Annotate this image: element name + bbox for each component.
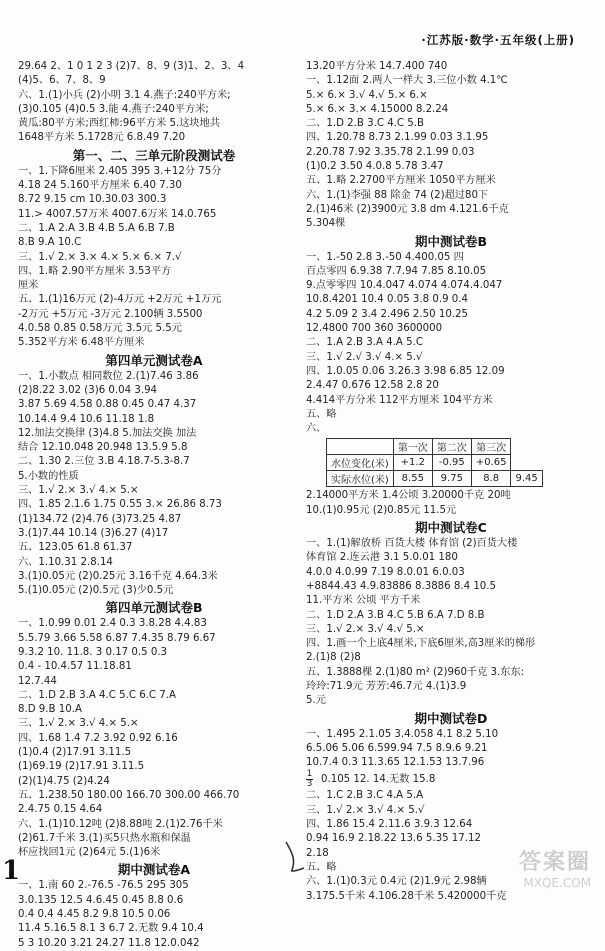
page-number: 1 xyxy=(2,856,21,886)
answer-line: 5.352平方米 6.48平方厘米 xyxy=(18,337,145,349)
answer-line: 四、1.68 1.4 7.2 3.92 0.92 6.16 xyxy=(18,732,178,744)
answer-line: 6.5.06 5.06 6.599.94 7.5 8.9.6 9.21 xyxy=(306,742,488,754)
intro-line: 五、1.略 2.2700平方厘米 1050平方厘米 xyxy=(306,175,496,187)
answer-line: 二、1.C 2.B 3.C 4.A 5.A xyxy=(306,790,424,802)
table-cell: 实际水位(米) xyxy=(327,471,394,487)
answer-line: 三、1.√ 2.× 3.√ 4.√ 5.× xyxy=(306,623,425,635)
answer-line: 一、1.小数点 相同数位 2.(1)7.46 3.86 xyxy=(18,370,199,382)
table-cell: -0.95 xyxy=(432,455,471,471)
watermark-url: MXQE.COM xyxy=(523,876,591,890)
answer-line: 五、1.238.50 180.00 166.70 300.00 466.70 xyxy=(18,789,240,801)
answer-line: (1)0.4 (2)17.91 3.11.5 xyxy=(18,747,132,759)
answer-line: 2.4.75 0.15 4.64 xyxy=(18,804,103,816)
answer-line: 11.> 4007.57万米 4007.6万米 14.0.765 xyxy=(18,208,217,220)
intro-line: 5.× 6.× 3.× 4.15000 8.2.24 xyxy=(306,103,449,115)
table-cell: +1.2 xyxy=(393,455,432,471)
water-level-table xyxy=(326,438,543,487)
intro-line: 2.20.78 7.92 3.35.78 2.1.99 0.03 xyxy=(306,146,475,158)
answer-line: 3.87 5.69 4.58 0.88 0.45 0.47 4.37 xyxy=(18,399,197,411)
intro-line: 一、1.12面 2.两人一样大 3.三位小数 4.1℃ xyxy=(306,75,508,87)
section-title: 期中测试卷B xyxy=(414,233,488,249)
answer-line: 5 3 10.20 3.21 24.27 11.8 12.0.042 xyxy=(18,937,200,949)
section-title: 期中测试卷D xyxy=(414,710,488,726)
table-cell: +0.65 xyxy=(471,455,511,471)
answer-line: 5.小数的性质 xyxy=(18,470,79,482)
answer-line: 9.点零零四 10.4.047 4.074 4.074.4.047 xyxy=(306,280,503,292)
answer-line: 六、1.(1)10.12吨 (2)8.88吨 2.(1)2.76千米 xyxy=(18,818,223,830)
answer-line: 8.72 9.15 cm 10.30.03 300.3 xyxy=(18,194,167,206)
table-header-cell: 第三次 xyxy=(471,439,511,455)
answer-line: 体育馆 2.连云港 3.1 5.0.01 180 xyxy=(306,552,458,564)
answer-line: 3.0.135 12.5 4.6.45 0.45 8.8 0.6 xyxy=(18,894,184,906)
fraction-numerator: 1 xyxy=(306,769,313,780)
answer-line: 5.(1)0.05元 (2)0.5元 (3)少0.5元 xyxy=(18,585,174,597)
answer-line: 12.7.44 xyxy=(18,675,57,687)
answer-line: 11.平方米 公顷 平方千米 xyxy=(306,595,421,607)
answer-line: 五、1.3888棵 2.(1)80 m² (2)960千克 3.东东: xyxy=(306,666,525,678)
fraction-denominator: 3 xyxy=(306,779,313,790)
answer-line: 4.18 24 5.160平方厘米 6.40 7.30 xyxy=(18,180,182,192)
handwritten-mark-icon xyxy=(280,838,310,874)
answer-line: 8.B 9.A 10.C xyxy=(18,237,82,249)
answer-line: 10.7.4 0.3 11.3.65 12.1.53 13.7.96 xyxy=(306,757,485,769)
table-row xyxy=(327,471,543,487)
answer-line: 0.4 - 10.4.57 11.18.81 xyxy=(18,661,132,673)
answer-line: (1)69.19 (2)17.91 3.11.5 xyxy=(18,761,145,773)
table-header-cell: 第一次 xyxy=(393,439,432,455)
answer-line: -2万元 +5万元 -3万元 2.100辆 3.5500 xyxy=(18,308,203,320)
section-title: 第四单元测试卷B xyxy=(105,600,203,616)
answer-line: 2.14000平方米 1.4公顷 3.20000千克 20吨 xyxy=(306,490,511,502)
answer-line: 二、1.D 2.A 3.B 4.C 5.B 6.A 7.D 8.B xyxy=(306,609,485,621)
answer-line: 二、1.A 2.B 3.A 4.A 5.C xyxy=(306,337,423,349)
intro-line: (4)5、6、7、8、9 xyxy=(18,75,106,87)
answer-line: 8.D 9.B 10.A xyxy=(18,704,82,716)
answer-line: 3.175.5千米 4.106.28千米 5.420000千克 xyxy=(306,890,507,902)
answer-line: 4.2 5.09 2 3.4 2.496 2.50 10.25 xyxy=(306,308,469,320)
answer-line: 三、1.√ 2.√ 3.√ 4.× 5.√ xyxy=(306,351,423,363)
table-cell: 9.45 xyxy=(511,471,542,487)
table-header-cell: 第二次 xyxy=(432,439,471,455)
intro-line: 六、1.(1)小兵 (2)小明 3.1 4.燕子:240平方米; xyxy=(18,89,231,101)
intro-line: 2.(1)46米 (2)3900元 3.8 dm 4.121.6千克 xyxy=(306,203,509,215)
answer-line: 5.5.79 3.66 5.58 6.87 7.4.35 8.79 6.67 xyxy=(18,632,216,644)
answer-line: 3.(1)7.44 10.14 (3)6.27 (4)17 xyxy=(18,527,169,539)
answer-line: (2)8.22 3.02 (3)6 0.04 3.94 xyxy=(18,384,158,396)
answer-line: 厘米 xyxy=(18,280,39,292)
answer-line: 4.0.58 0.85 0.58万元 3.5元 5.5元 xyxy=(18,323,182,335)
answer-line: 四、1.0.05 0.06 3.26.3 3.98 6.85 12.09 xyxy=(306,365,505,377)
intro-line: 5.× 6.× 3.√ 4.√ 5.× 6.× xyxy=(306,89,428,101)
answer-line: 五、略 xyxy=(306,408,337,420)
answer-line: 一、1.0.99 0.01 2.4 0.3 3.8.28 4.4.83 xyxy=(18,618,207,630)
answer-line: 四、1.86 15.4 2.11.6 3.9.3 12.64 xyxy=(306,819,473,831)
answer-line: 四、1.略 2.90平方厘米 3.53平方 xyxy=(18,265,172,277)
answer-line: 结合 12.10.048 20.948 13.5.9 5.8 xyxy=(18,442,188,454)
answer-line: 10.8.4201 10.4 0.05 3.8 0.9 0.4 xyxy=(306,294,469,306)
answer-line: 0.4 0.4 4.45 8.2 9.8 10.5 0.06 xyxy=(18,909,171,921)
answer-line: 4.414平方分米 112平方厘米 104平方米 xyxy=(306,394,493,406)
table-cell: 水位变化(米) xyxy=(327,455,394,471)
answer-line: 四、1.画一个上底4厘米,下底6厘米,高3厘米的梯形 xyxy=(306,638,536,650)
answer-line: (2)61.7千米 3.(1)买5只热水瓶和保温 xyxy=(18,832,191,844)
answer-line: 一、1.(1)解放桥 百货大楼 体育馆 (2)百货大楼 xyxy=(306,538,518,550)
answer-line: 2.4.47 0.676 12.58 2.8 20 xyxy=(306,380,439,392)
answer-line: 百点零四 6.9.38 7.7.94 7.85 8.10.05 xyxy=(306,265,487,277)
answer-line: 五、123.05 61.8 61.37 xyxy=(18,542,133,554)
answer-line: 三、1.√ 2.× 3.√ 4.× 5.× xyxy=(18,485,139,497)
answer-line: 一、1.下降6厘米 2.405 395 3.+12分 75分 xyxy=(18,165,222,177)
fraction-answer-line xyxy=(306,770,596,789)
left-column xyxy=(18,60,290,951)
answer-line: 杯应找回1元 (2)64元 5.(1)6米 xyxy=(18,847,161,859)
answer-line: 10.14.4 9.4 10.6 11.18 1.8 xyxy=(18,413,155,425)
intro-line: 黄瓜:80平方米;西红柿:96平方米 5.这块地共 xyxy=(18,118,220,130)
section-title: 期中测试卷A xyxy=(117,862,191,878)
answer-line: 3.(1)0.05元 (2)0.25元 3.16千克 4.64.3米 xyxy=(18,570,218,582)
intro-line: (1)0.2 3.50 4.0.8 5.78 3.47 xyxy=(306,161,444,173)
table-row xyxy=(327,455,543,471)
intro-line: 29.64 2、1 0 1 2 3 (2)7、8、9 (3)1、2、3、4 xyxy=(18,61,245,72)
intro-line: 5.304棵 xyxy=(306,218,346,230)
answer-line: 六、1.10.31 2.8.14 xyxy=(18,556,113,568)
answer-line: 六、1.(1)0.3元 0.4元 (2)1.9元 2.98辆 xyxy=(306,876,487,888)
answer-line: 12.4800 700 360 3600000 xyxy=(306,323,443,335)
answer-line: 三、1.√ 2.× 3.× 4.× 5.× 6.× 7.√ xyxy=(18,251,182,263)
watermark xyxy=(519,845,591,890)
table-cell: 8.8 xyxy=(471,471,511,487)
intro-line: 1648平方米 5.1728元 6.8.49 7.20 xyxy=(18,132,186,144)
intro-line: 二、1.D 2.B 3.C 4.C 5.B xyxy=(306,118,424,130)
table-header-row xyxy=(327,439,543,455)
answer-line: 5.元 xyxy=(306,695,326,707)
table-cell: 8.55 xyxy=(393,471,432,487)
answer-line: 4.0.0 4.0.99 7.19 8.0.01 6.0.03 xyxy=(306,566,465,578)
answer-line: 11.4 5.16.5 8.1 3 6.7 2.无数 9.4 10.4 xyxy=(18,923,204,935)
answer-line: 0.94 16.9 2.18.22 13.6 5.35 17.12 xyxy=(306,833,481,845)
answer-line: 五、1.(1)16万元 (2)-4万元 +2万元 +1万元 xyxy=(18,294,222,306)
intro-line: 六、1.(1)李强 88 除金 74 (2)超过80下 xyxy=(306,189,489,201)
section-title: 第一、二、三单元阶段测试卷 xyxy=(72,147,236,163)
answer-line: 9.3.2 10. 11.8. 3 0.17 0.5 0.3 xyxy=(18,646,168,658)
section-title: 第四单元测试卷A xyxy=(105,352,203,368)
answer-line: (1)134.72 (2)4.76 (3)73.25 4.87 xyxy=(18,513,182,525)
answer-line: 二、1.A 2.A 3.B 4.B 5.A 6.B 7.B xyxy=(18,222,175,234)
answer-line: 一、1.495 2.1.05 3.4.058 4.1 8.2 5.10 xyxy=(306,728,499,740)
answer-line: 2.(1)8 (2)8 xyxy=(306,652,361,664)
answer-line: 玲玲:71.9元 芳芳:46.7元 4.(1)3.9 xyxy=(306,680,467,692)
answer-line: 四、1.85 2.1.6 1.75 0.55 3.× 26.86 8.73 xyxy=(18,499,222,511)
answer-line: 一、1.南 60 2.-76.5 -76.5 295 305 xyxy=(18,880,189,892)
answer-line: (2)(1)4.75 (2)4.24 xyxy=(18,775,110,787)
answer-line: 五、略 xyxy=(306,861,337,873)
intro-line: (3)0.105 (4)0.5 3.能 4.燕子:240平方米; xyxy=(18,103,209,115)
intro-line: 四、1.20.78 8.73 2.1.99 0.03 3.1.95 xyxy=(306,132,489,144)
answer-line: 三、1.√ 2.× 3.√ 4.× 5.× xyxy=(18,718,139,730)
answer-line: 二、1.30 2.三位 3.B 4.18.7-5.3-8.7 xyxy=(18,456,190,468)
answer-line: 2.18 xyxy=(306,847,329,859)
table-header-cell xyxy=(327,439,394,455)
answer-line: 12.加法交换律 (3)4.8 5.加法交换 加法 xyxy=(18,427,197,439)
table-cell: 9.75 xyxy=(432,471,471,487)
section-title: 期中测试卷C xyxy=(415,520,487,536)
answer-line: 三、1.√ 2.× 3.√ 4.× 5.√ xyxy=(306,804,425,816)
answer-line: 二、1.D 2.B 3.A 4.C 5.C 6.C 7.A xyxy=(18,689,176,701)
answer-line: 一、1.-50 2.8 3.-50 4.400.05 四 xyxy=(306,251,464,263)
answer-line: 10.(1)0.95元 (2)0.85元 11.5元 xyxy=(306,504,457,516)
answer-line: 六、 xyxy=(306,423,327,435)
answer-line: +8844.43 4.9.83886 8.3886 8.4 10.5 xyxy=(306,580,496,592)
page-header: ·江苏版·数学·五年级(上册) xyxy=(421,33,575,47)
watermark-logo: 答案圈 xyxy=(518,850,591,875)
right-column xyxy=(306,60,596,904)
fraction-line-rest: 0.105 12. 14.无数 15.8 xyxy=(321,773,436,785)
fraction xyxy=(306,770,313,789)
intro-line: 13.20平方分米 14.7.400 740 xyxy=(306,61,448,72)
